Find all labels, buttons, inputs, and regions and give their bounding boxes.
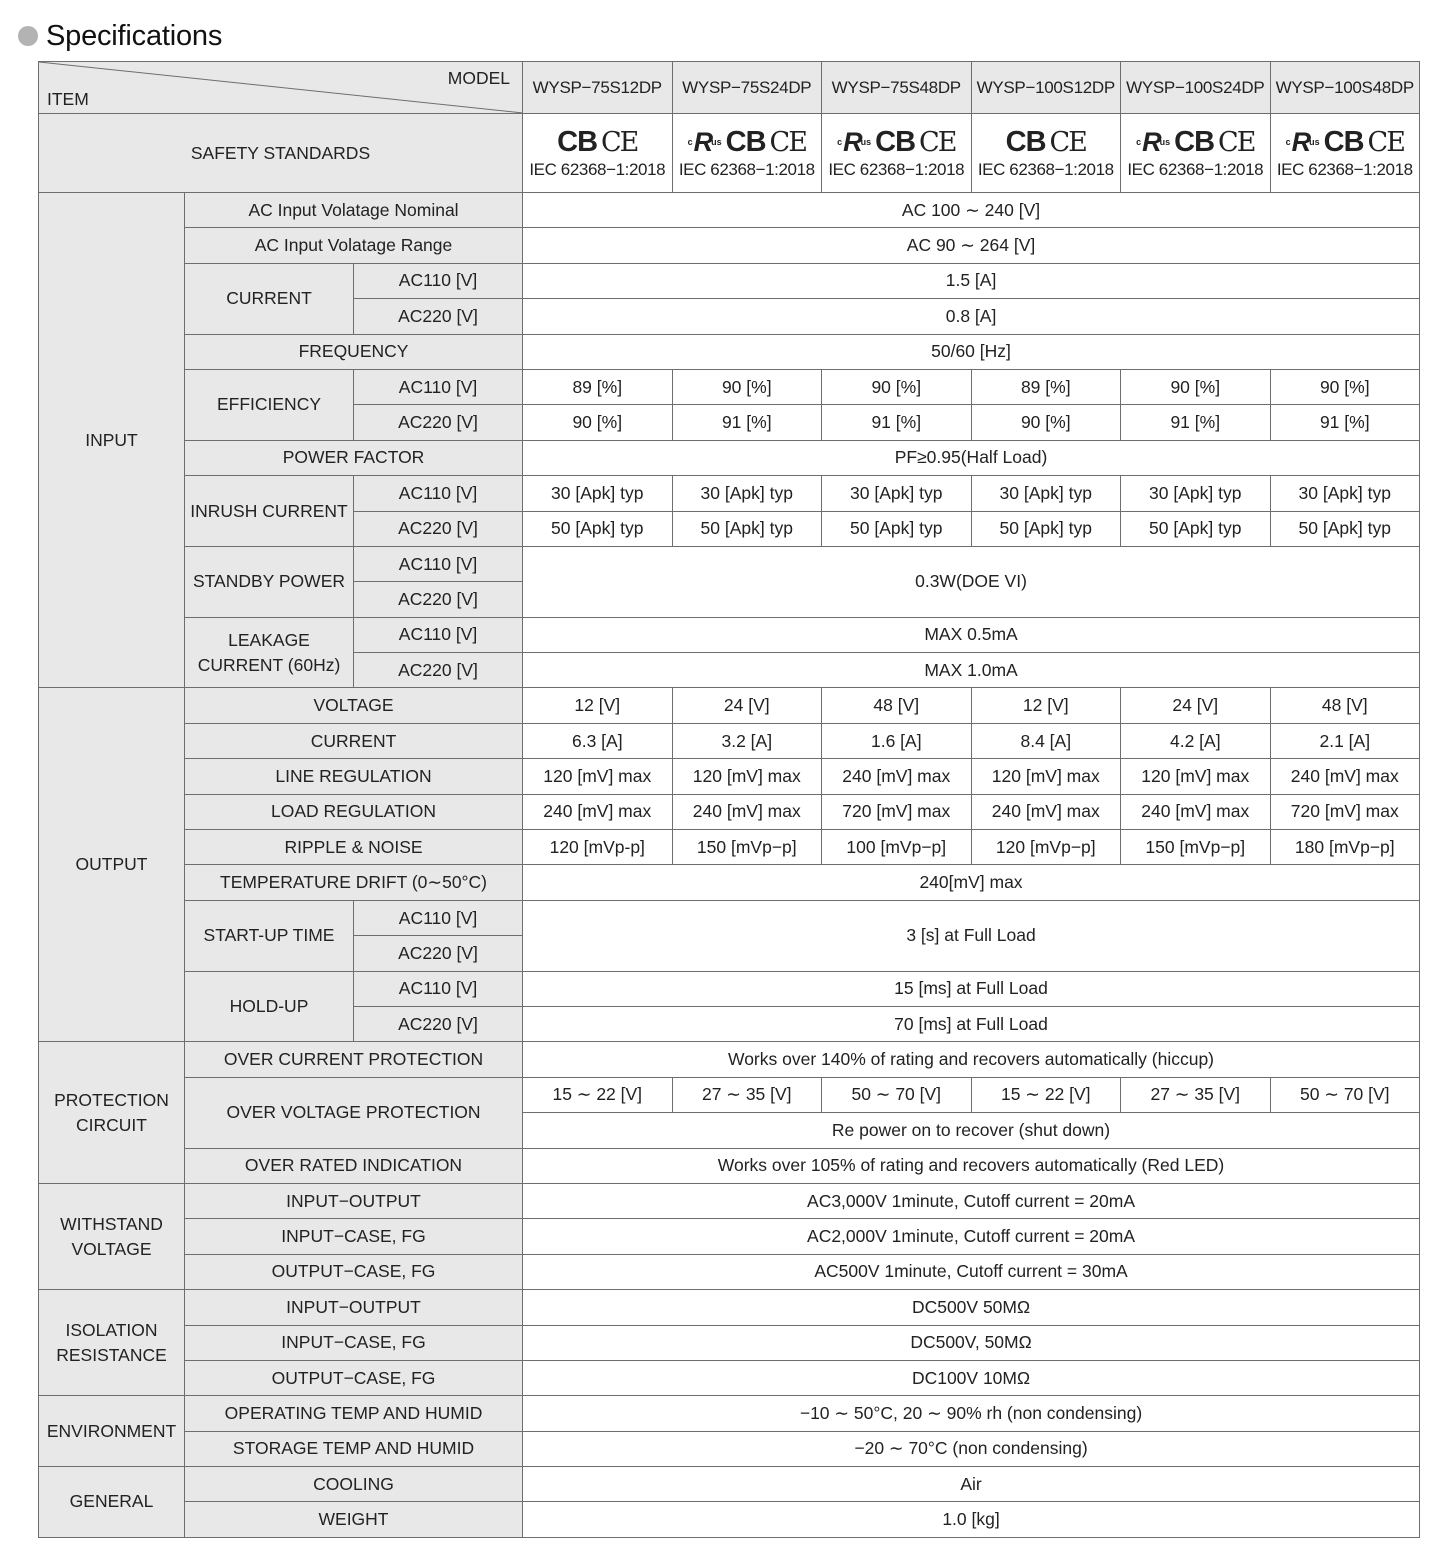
holdup-110-value: 15 [ms] at Full Load	[523, 971, 1420, 1006]
ripple-noise-value: 150 [mVp−p]	[672, 830, 822, 865]
line-regulation-value: 120 [mV] max	[672, 759, 822, 794]
cooling-label: COOLING	[185, 1467, 523, 1502]
ripple-noise-value: 150 [mVp−p]	[1121, 830, 1271, 865]
startup-time-value: 3 [s] at Full Load	[523, 900, 1420, 971]
inrush-220-value: 50 [Apk] typ	[1270, 511, 1420, 546]
inrush-220-value: 50 [Apk] typ	[822, 511, 972, 546]
spec-row	[39, 228, 1420, 263]
spec-row	[39, 1360, 1420, 1395]
ac220-label: AC220 [V]	[354, 936, 523, 971]
model-label: MODEL	[447, 68, 511, 88]
ac110-label: AC110 [V]	[354, 617, 523, 652]
output-current-value: 2.1 [A]	[1270, 723, 1420, 758]
ovp-recover-value: Re power on to recover (shut down)	[523, 1113, 1420, 1148]
ac220-label: AC220 [V]	[354, 511, 523, 546]
frequency-label: FREQUENCY	[185, 334, 523, 369]
inrush-label: INRUSH CURRENT	[185, 476, 354, 547]
environment-section-label: ENVIRONMENT	[39, 1396, 185, 1467]
inrush-220-value: 50 [Apk] typ	[1121, 511, 1271, 546]
line-regulation-label: LINE REGULATION	[185, 759, 523, 794]
ul-mark-icon: c R us	[1285, 127, 1320, 157]
voltage-value: 12 [V]	[523, 688, 673, 723]
load-regulation-value: 720 [mV] max	[822, 794, 972, 829]
spec-row	[39, 476, 1420, 511]
efficiency-220-value: 91 [%]	[822, 405, 972, 440]
wv-out-case-label: OUTPUT−CASE, FG	[185, 1254, 523, 1289]
holdup-label: HOLD-UP	[185, 971, 354, 1042]
output-current-value: 3.2 [A]	[672, 723, 822, 758]
efficiency-110-value: 90 [%]	[1121, 369, 1271, 404]
iec-standard: IEC 62368−1:2018	[828, 160, 965, 179]
ripple-noise-value: 120 [mVp−p]	[971, 830, 1121, 865]
wv-in-out-value: AC3,000V 1minute, Cutoff current = 20mA	[523, 1183, 1420, 1218]
spec-row	[39, 1396, 1420, 1431]
output-current-value: 1.6 [A]	[822, 723, 972, 758]
ac110-label: AC110 [V]	[354, 369, 523, 404]
ac220-label: AC220 [V]	[354, 653, 523, 688]
ori-value: Works over 105% of rating and recovers automatically (Red LED)	[523, 1148, 1420, 1183]
output-current-value: 8.4 [A]	[971, 723, 1121, 758]
inrush-110-value: 30 [Apk] typ	[1121, 476, 1271, 511]
model-header: WYSP−75S12DP	[523, 62, 673, 114]
line-regulation-value: 240 [mV] max	[822, 759, 972, 794]
line-regulation-value: 120 [mV] max	[523, 759, 673, 794]
input-section-label: INPUT	[39, 193, 185, 688]
cooling-value: Air	[523, 1467, 1420, 1502]
load-regulation-label: LOAD REGULATION	[185, 794, 523, 829]
leakage-110-value: MAX 0.5mA	[523, 617, 1420, 652]
temp-drift-value: 240[mV] max	[523, 865, 1420, 900]
cb-mark-icon: CB	[1174, 125, 1215, 158]
ir-in-case-value: DC500V, 50MΩ	[523, 1325, 1420, 1360]
ripple-noise-value: 180 [mVp−p]	[1270, 830, 1420, 865]
ul-mark-icon: c R us	[837, 127, 872, 157]
inrush-110-value: 30 [Apk] typ	[1270, 476, 1420, 511]
weight-label: WEIGHT	[185, 1502, 523, 1537]
ul-mark-icon: c R us	[687, 127, 722, 157]
ac220-label: AC220 [V]	[354, 299, 523, 334]
spec-row	[39, 1325, 1420, 1360]
wv-in-case-value: AC2,000V 1minute, Cutoff current = 20mA	[523, 1219, 1420, 1254]
inrush-220-value: 50 [Apk] typ	[523, 511, 673, 546]
efficiency-110-value: 89 [%]	[971, 369, 1121, 404]
spec-row	[39, 723, 1420, 758]
iec-standard: IEC 62368−1:2018	[1127, 160, 1264, 179]
ir-in-case-label: INPUT−CASE, FG	[185, 1325, 523, 1360]
spec-row	[39, 794, 1420, 829]
ce-mark-icon: CE	[601, 126, 638, 158]
safety-cert-cell	[1121, 114, 1271, 193]
spec-row	[39, 440, 1420, 475]
efficiency-110-value: 89 [%]	[523, 369, 673, 404]
ce-mark-icon: CE	[1367, 126, 1404, 158]
voltage-value: 48 [V]	[1270, 688, 1420, 723]
ac-range-label: AC Input Volatage Range	[185, 228, 523, 263]
spec-row	[39, 334, 1420, 369]
iec-standard: IEC 62368−1:2018	[678, 160, 815, 179]
load-regulation-value: 240 [mV] max	[971, 794, 1121, 829]
voltage-label: VOLTAGE	[185, 688, 523, 723]
spec-row	[39, 1042, 1420, 1077]
ir-in-out-value: DC500V 50MΩ	[523, 1290, 1420, 1325]
inrush-220-value: 50 [Apk] typ	[971, 511, 1121, 546]
voltage-value: 48 [V]	[822, 688, 972, 723]
ocp-label: OVER CURRENT PROTECTION	[185, 1042, 523, 1077]
wv-in-out-label: INPUT−OUTPUT	[185, 1183, 523, 1218]
spec-row	[39, 759, 1420, 794]
output-current-value: 6.3 [A]	[523, 723, 673, 758]
spec-row	[39, 900, 1420, 935]
ocp-value: Works over 140% of rating and recovers automatically (hiccup)	[523, 1042, 1420, 1077]
inrush-110-value: 30 [Apk] typ	[672, 476, 822, 511]
efficiency-220-value: 90 [%]	[971, 405, 1121, 440]
iec-standard: IEC 62368−1:2018	[529, 160, 666, 179]
power-factor-value: PF≥0.95(Half Load)	[523, 440, 1420, 475]
ac-range-value: AC 90 ∼ 264 [V]	[523, 228, 1420, 263]
efficiency-110-value: 90 [%]	[672, 369, 822, 404]
spec-row	[39, 1148, 1420, 1183]
spec-row	[39, 1219, 1420, 1254]
spec-row	[39, 1290, 1420, 1325]
inrush-110-value: 30 [Apk] typ	[971, 476, 1121, 511]
input-current-label: CURRENT	[185, 263, 354, 334]
power-factor-label: POWER FACTOR	[185, 440, 523, 475]
safety-cert-cell	[1270, 114, 1420, 193]
standby-value: 0.3W(DOE VI)	[523, 546, 1420, 617]
wv-out-case-value: AC500V 1minute, Cutoff current = 30mA	[523, 1254, 1420, 1289]
ac110-label: AC110 [V]	[354, 263, 523, 298]
leakage-220-value: MAX 1.0mA	[523, 653, 1420, 688]
line-regulation-value: 240 [mV] max	[1270, 759, 1420, 794]
output-section-label: OUTPUT	[39, 688, 185, 1042]
bullet-dot-icon	[18, 26, 38, 46]
ovp-value: 15 ∼ 22 [V]	[971, 1077, 1121, 1112]
spec-row	[39, 263, 1420, 298]
ac-nominal-value: AC 100 ∼ 240 [V]	[523, 193, 1420, 228]
efficiency-label: EFFICIENCY	[185, 369, 354, 440]
ce-mark-icon: CE	[919, 126, 956, 158]
safety-cert-cell	[971, 114, 1121, 193]
model-item-header-cell	[39, 62, 523, 114]
iec-standard: IEC 62368−1:2018	[977, 160, 1114, 179]
ce-mark-icon: CE	[769, 126, 806, 158]
spec-row	[39, 193, 1420, 228]
frequency-value: 50/60 [Hz]	[523, 334, 1420, 369]
wv-in-case-label: INPUT−CASE, FG	[185, 1219, 523, 1254]
spec-row	[39, 1183, 1420, 1218]
efficiency-220-value: 91 [%]	[1121, 405, 1271, 440]
load-regulation-value: 720 [mV] max	[1270, 794, 1420, 829]
spec-row	[39, 830, 1420, 865]
inrush-220-value: 50 [Apk] typ	[672, 511, 822, 546]
inrush-110-value: 30 [Apk] typ	[523, 476, 673, 511]
ripple-noise-label: RIPPLE & NOISE	[185, 830, 523, 865]
op-temp-value: −10 ∼ 50°C, 20 ∼ 90% rh (non condensing)	[523, 1396, 1420, 1431]
ac220-label: AC220 [V]	[354, 582, 523, 617]
page-title-text: Specifications	[46, 19, 223, 52]
spec-row	[39, 617, 1420, 652]
ori-label: OVER RATED INDICATION	[185, 1148, 523, 1183]
ir-out-case-value: DC100V 10MΩ	[523, 1360, 1420, 1395]
temp-drift-label: TEMPERATURE DRIFT (0∼50°C)	[185, 865, 523, 900]
ac220-label: AC220 [V]	[354, 405, 523, 440]
cb-mark-icon: CB	[557, 125, 598, 158]
load-regulation-value: 240 [mV] max	[1121, 794, 1271, 829]
op-temp-label: OPERATING TEMP AND HUMID	[185, 1396, 523, 1431]
leakage-label: LEAKAGE CURRENT (60Hz)	[185, 617, 354, 688]
line-regulation-value: 120 [mV] max	[1121, 759, 1271, 794]
model-header: WYSP−75S48DP	[822, 62, 972, 114]
startup-time-label: START-UP TIME	[185, 900, 354, 971]
withstand-section-label: WITHSTAND VOLTAGE	[39, 1183, 185, 1289]
safety-cert-cell	[672, 114, 822, 193]
spec-row	[39, 1077, 1420, 1112]
cb-mark-icon: CB	[725, 125, 766, 158]
header-row	[39, 62, 1420, 114]
efficiency-110-value: 90 [%]	[822, 369, 972, 404]
load-regulation-value: 240 [mV] max	[523, 794, 673, 829]
spec-row	[39, 688, 1420, 723]
cb-mark-icon: CB	[1005, 125, 1046, 158]
ce-mark-icon: CE	[1049, 126, 1086, 158]
spec-row	[39, 369, 1420, 404]
ac-nominal-label: AC Input Volatage Nominal	[185, 193, 523, 228]
ac110-label: AC110 [V]	[354, 476, 523, 511]
voltage-value: 12 [V]	[971, 688, 1121, 723]
ovp-value: 27 ∼ 35 [V]	[1121, 1077, 1271, 1112]
ac110-label: AC110 [V]	[354, 900, 523, 935]
model-header: WYSP−75S24DP	[672, 62, 822, 114]
item-label: ITEM	[47, 89, 89, 109]
ce-mark-icon: CE	[1218, 126, 1255, 158]
line-regulation-value: 120 [mV] max	[971, 759, 1121, 794]
ripple-noise-value: 100 [mVp−p]	[822, 830, 972, 865]
ir-out-case-label: OUTPUT−CASE, FG	[185, 1360, 523, 1395]
spec-row	[39, 1431, 1420, 1466]
ovp-value: 27 ∼ 35 [V]	[672, 1077, 822, 1112]
standby-label: STANDBY POWER	[185, 546, 354, 617]
input-current-220-value: 0.8 [A]	[523, 299, 1420, 334]
model-header: WYSP−100S48DP	[1270, 62, 1420, 114]
spec-row	[39, 1467, 1420, 1502]
voltage-value: 24 [V]	[672, 688, 822, 723]
spec-row	[39, 971, 1420, 1006]
holdup-220-value: 70 [ms] at Full Load	[523, 1006, 1420, 1041]
iec-standard: IEC 62368−1:2018	[1276, 160, 1413, 179]
ac110-label: AC110 [V]	[354, 546, 523, 581]
safety-standards-row	[39, 114, 1420, 193]
spec-row	[39, 1254, 1420, 1289]
st-temp-label: STORAGE TEMP AND HUMID	[185, 1431, 523, 1466]
safety-cert-cell	[523, 114, 673, 193]
ovp-value: 15 ∼ 22 [V]	[523, 1077, 673, 1112]
st-temp-value: −20 ∼ 70°C (non condensing)	[523, 1431, 1420, 1466]
spec-row	[39, 1502, 1420, 1537]
ir-in-out-label: INPUT−OUTPUT	[185, 1290, 523, 1325]
page-title	[18, 14, 222, 58]
model-header: WYSP−100S24DP	[1121, 62, 1271, 114]
efficiency-220-value: 91 [%]	[1270, 405, 1420, 440]
spec-row	[39, 865, 1420, 900]
safety-cert-cell	[822, 114, 972, 193]
input-current-110-value: 1.5 [A]	[523, 263, 1420, 298]
output-current-label: CURRENT	[185, 723, 523, 758]
cb-mark-icon: CB	[1323, 125, 1364, 158]
ovp-label: OVER VOLTAGE PROTECTION	[185, 1077, 523, 1148]
weight-value: 1.0 [kg]	[523, 1502, 1420, 1537]
specifications-table	[38, 61, 1420, 1538]
load-regulation-value: 240 [mV] max	[672, 794, 822, 829]
model-header: WYSP−100S12DP	[971, 62, 1121, 114]
inrush-110-value: 30 [Apk] typ	[822, 476, 972, 511]
safety-standards-label: SAFETY STANDARDS	[39, 114, 523, 193]
cb-mark-icon: CB	[875, 125, 916, 158]
efficiency-110-value: 90 [%]	[1270, 369, 1420, 404]
isolation-section-label: ISOLATION RESISTANCE	[39, 1290, 185, 1396]
ac220-label: AC220 [V]	[354, 1006, 523, 1041]
ac110-label: AC110 [V]	[354, 971, 523, 1006]
protection-section-label: PROTECTION CIRCUIT	[39, 1042, 185, 1184]
general-section-label: GENERAL	[39, 1467, 185, 1538]
voltage-value: 24 [V]	[1121, 688, 1271, 723]
efficiency-220-value: 91 [%]	[672, 405, 822, 440]
efficiency-220-value: 90 [%]	[523, 405, 673, 440]
ul-mark-icon: c R us	[1136, 127, 1171, 157]
ripple-noise-value: 120 [mVp-p]	[523, 830, 673, 865]
ovp-value: 50 ∼ 70 [V]	[822, 1077, 972, 1112]
spec-row	[39, 546, 1420, 581]
ovp-value: 50 ∼ 70 [V]	[1270, 1077, 1420, 1112]
output-current-value: 4.2 [A]	[1121, 723, 1271, 758]
